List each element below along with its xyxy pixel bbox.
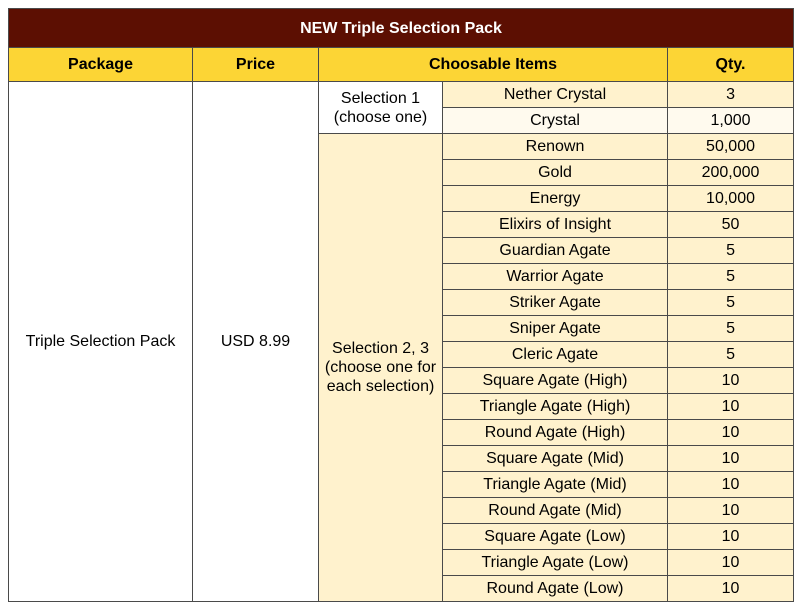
item-name-cell: Striker Agate xyxy=(443,290,668,316)
table-row xyxy=(9,82,794,108)
item-qty-cell: 10 xyxy=(668,420,794,446)
item-qty-cell: 5 xyxy=(668,316,794,342)
item-name-cell: Square Agate (High) xyxy=(443,368,668,394)
item-qty-cell: 10,000 xyxy=(668,186,794,212)
item-name-cell: Nether Crystal xyxy=(443,82,668,108)
item-name-cell: Triangle Agate (High) xyxy=(443,394,668,420)
item-qty-cell: 10 xyxy=(668,368,794,394)
selection-2-3-label: Selection 2, 3 (choose one for each selection) xyxy=(319,134,443,602)
item-qty-cell: 10 xyxy=(668,524,794,550)
item-name-cell: Round Agate (Mid) xyxy=(443,498,668,524)
item-qty-cell: 10 xyxy=(668,550,794,576)
selection-1-label: Selection 1 (choose one) xyxy=(319,82,443,134)
header-qty: Qty. xyxy=(668,48,794,82)
item-name-cell: Sniper Agate xyxy=(443,316,668,342)
item-qty-cell: 5 xyxy=(668,264,794,290)
item-name-cell: Round Agate (High) xyxy=(443,420,668,446)
item-qty-cell: 3 xyxy=(668,82,794,108)
item-name-cell: Triangle Agate (Mid) xyxy=(443,472,668,498)
selection-pack-table xyxy=(8,8,794,602)
item-name-cell: Round Agate (Low) xyxy=(443,576,668,602)
item-qty-cell: 50,000 xyxy=(668,134,794,160)
item-qty-cell: 5 xyxy=(668,290,794,316)
item-name-cell: Cleric Agate xyxy=(443,342,668,368)
item-qty-cell: 10 xyxy=(668,472,794,498)
header-row xyxy=(9,48,794,82)
table-title: NEW Triple Selection Pack xyxy=(9,9,794,48)
item-qty-cell: 10 xyxy=(668,576,794,602)
item-qty-cell: 1,000 xyxy=(668,108,794,134)
item-name-cell: Elixirs of Insight xyxy=(443,212,668,238)
item-name-cell: Gold xyxy=(443,160,668,186)
header-package: Package xyxy=(9,48,193,82)
item-name-cell: Square Agate (Low) xyxy=(443,524,668,550)
price-cell: USD 8.99 xyxy=(193,82,319,602)
item-name-cell: Guardian Agate xyxy=(443,238,668,264)
item-qty-cell: 200,000 xyxy=(668,160,794,186)
header-price: Price xyxy=(193,48,319,82)
item-name-cell: Triangle Agate (Low) xyxy=(443,550,668,576)
title-row xyxy=(9,9,794,48)
item-qty-cell: 5 xyxy=(668,342,794,368)
header-choosable-items: Choosable Items xyxy=(319,48,668,82)
item-qty-cell: 10 xyxy=(668,394,794,420)
item-qty-cell: 10 xyxy=(668,498,794,524)
package-name-cell: Triple Selection Pack xyxy=(9,82,193,602)
item-name-cell: Square Agate (Mid) xyxy=(443,446,668,472)
item-qty-cell: 5 xyxy=(668,238,794,264)
item-name-cell: Warrior Agate xyxy=(443,264,668,290)
table-body xyxy=(9,82,794,602)
item-qty-cell: 50 xyxy=(668,212,794,238)
item-name-cell: Renown xyxy=(443,134,668,160)
item-name-cell: Energy xyxy=(443,186,668,212)
item-name-cell: Crystal xyxy=(443,108,668,134)
item-qty-cell: 10 xyxy=(668,446,794,472)
